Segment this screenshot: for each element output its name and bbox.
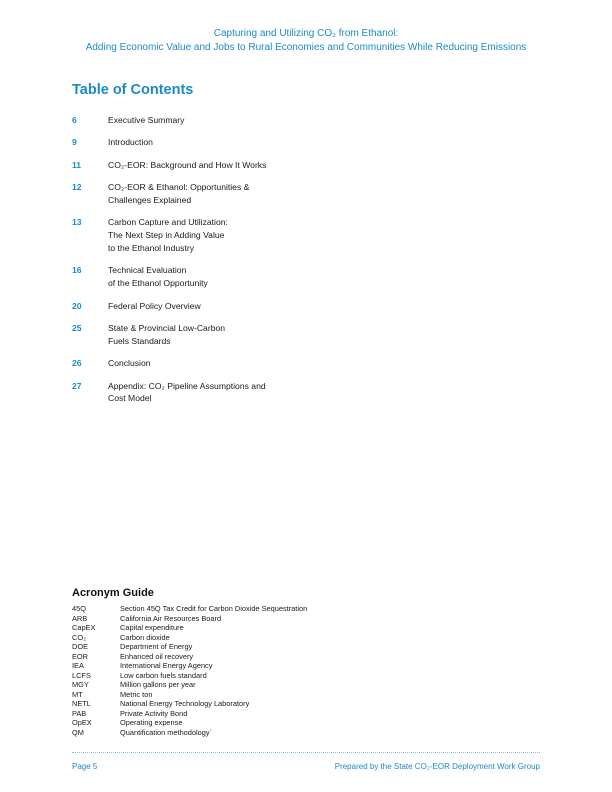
acronym-abbreviation: MT bbox=[72, 689, 83, 699]
toc-page-number: 25 bbox=[72, 322, 82, 333]
header-title-line-1: Capturing and Utilizing CO₂ from Ethanol: bbox=[213, 28, 399, 39]
acronym-definition: Operating expense bbox=[120, 718, 183, 727]
toc-entry-title bbox=[108, 181, 249, 207]
acronym-row bbox=[72, 633, 412, 643]
acronym-definition: Low carbon fuels standard bbox=[120, 670, 207, 680]
toc-entry[interactable] bbox=[72, 114, 372, 127]
toc-entry-title bbox=[108, 357, 151, 370]
toc-entry-line: Conclusion bbox=[108, 358, 151, 369]
acronym-abbreviation: ARB bbox=[72, 613, 88, 623]
toc-entry[interactable] bbox=[72, 181, 372, 207]
acronym-definition: Private Activity Bond bbox=[120, 708, 188, 718]
footer-credit: Prepared by the State CO₂-EOR Deployment Work Group bbox=[334, 762, 540, 771]
acronym-abbreviation: CapEX bbox=[72, 623, 96, 632]
toc-entry[interactable] bbox=[72, 322, 372, 348]
toc-entry-line: Cost Model bbox=[108, 393, 152, 404]
toc-entry-line: Carbon Capture and Utilization: bbox=[108, 217, 228, 228]
toc-entry[interactable] bbox=[72, 380, 372, 406]
toc-page-number: 6 bbox=[72, 115, 77, 125]
toc-entry-line: The Next Step in Adding Value bbox=[108, 230, 225, 241]
toc-entry-line: to the Ethanol Industry bbox=[108, 242, 194, 253]
acronym-row bbox=[72, 699, 412, 709]
acronym-row bbox=[72, 623, 412, 633]
acronym-row bbox=[72, 661, 412, 671]
toc-page-number: 11 bbox=[72, 159, 82, 170]
toc-entry-title bbox=[108, 114, 184, 127]
table-of-contents bbox=[72, 114, 372, 415]
acronym-abbreviation: QM bbox=[72, 727, 84, 737]
acronym-list bbox=[72, 604, 412, 737]
acronym-abbreviation: 45Q bbox=[72, 604, 86, 613]
toc-page-number: 27 bbox=[72, 380, 82, 391]
toc-entry-line: CO₂-EOR & Ethanol: Opportunities & bbox=[108, 182, 250, 193]
acronym-abbreviation: IEA bbox=[72, 661, 84, 670]
toc-entry-line: Challenges Explained bbox=[108, 194, 192, 205]
page-number: Page 5 bbox=[72, 762, 98, 771]
toc-entry-line: CO₂-EOR: Background and How It Works bbox=[108, 159, 267, 170]
acronym-definition: Million gallons per year bbox=[120, 680, 196, 689]
toc-entry[interactable] bbox=[72, 136, 372, 149]
acronym-abbreviation: MGY bbox=[72, 680, 89, 689]
toc-page-number: 16 bbox=[72, 265, 82, 276]
acronym-abbreviation: NETL bbox=[72, 699, 91, 708]
acronym-row bbox=[72, 642, 412, 652]
toc-entry-title bbox=[108, 380, 266, 406]
acronym-abbreviation: CO₂ bbox=[72, 632, 86, 642]
acronym-abbreviation: DOE bbox=[72, 642, 89, 651]
toc-entry-line: State & Provincial Low-Carbon bbox=[108, 322, 226, 333]
acronym-definition: Quantification methodology` bbox=[120, 727, 213, 737]
acronym-definition: Capital expenditure bbox=[120, 623, 184, 632]
toc-page-number: 12 bbox=[72, 182, 82, 193]
acronym-definition: National Energy Technology Laboratory bbox=[120, 699, 250, 708]
toc-page-number: 20 bbox=[72, 300, 82, 311]
acronym-row bbox=[72, 718, 412, 728]
acronym-definition: Section 45Q Tax Credit for Carbon Dioxide Sequestration bbox=[120, 604, 308, 613]
toc-entry-title bbox=[108, 300, 201, 313]
header-title-line-2: Adding Economic Value and Jobs to Rural Economies and Communities While Reducing Emissions bbox=[85, 42, 527, 53]
toc-entry[interactable] bbox=[72, 357, 372, 370]
acronym-abbreviation: EOR bbox=[72, 651, 89, 661]
toc-entry-line: Technical Evaluation bbox=[108, 265, 187, 276]
acronym-definition: Metric ton bbox=[120, 689, 153, 699]
acronym-row bbox=[72, 671, 412, 681]
acronym-definition: Department of Energy bbox=[120, 642, 193, 651]
toc-entry[interactable] bbox=[72, 216, 372, 254]
toc-page-number: 9 bbox=[72, 137, 77, 148]
acronym-row bbox=[72, 652, 412, 662]
acronym-row bbox=[72, 690, 412, 700]
toc-entry-line: Federal Policy Overview bbox=[108, 300, 201, 311]
acronym-definition: International Energy Agency bbox=[120, 661, 213, 670]
running-header bbox=[0, 27, 612, 55]
toc-entry-line: of the Ethanol Opportunity bbox=[108, 278, 208, 289]
acronym-row bbox=[72, 709, 412, 719]
toc-entry-title bbox=[108, 159, 266, 172]
toc-entry[interactable] bbox=[72, 159, 372, 172]
toc-entry-line: Appendix: CO₂ Pipeline Assumptions and bbox=[108, 380, 266, 391]
toc-entry[interactable] bbox=[72, 264, 372, 290]
toc-entry-title bbox=[108, 264, 208, 290]
acronym-abbreviation: PAB bbox=[72, 708, 87, 718]
acronym-abbreviation: LCFS bbox=[72, 670, 91, 680]
toc-entry-title bbox=[108, 322, 225, 348]
acronym-definition: Enhanced oil recovery bbox=[120, 651, 194, 661]
toc-entry-line: Fuels Standards bbox=[108, 335, 171, 346]
toc-entry-line: Introduction bbox=[108, 137, 153, 148]
acronym-definition: Carbon dioxide bbox=[120, 632, 170, 642]
toc-entry-title bbox=[108, 216, 228, 254]
acronym-row bbox=[72, 604, 412, 614]
acronym-row bbox=[72, 680, 412, 690]
toc-heading: Table of Contents bbox=[72, 82, 194, 98]
footer-divider bbox=[72, 752, 540, 753]
acronym-abbreviation: OpEX bbox=[72, 718, 92, 727]
acronym-guide-heading: Acronym Guide bbox=[72, 587, 154, 599]
toc-page-number: 26 bbox=[72, 358, 82, 369]
toc-page-number: 13 bbox=[72, 217, 82, 228]
toc-entry-title bbox=[108, 136, 153, 149]
toc-entry[interactable] bbox=[72, 300, 372, 313]
acronym-row bbox=[72, 614, 412, 624]
acronym-definition: California Air Resources Board bbox=[120, 613, 222, 623]
acronym-row bbox=[72, 728, 412, 738]
toc-entry-line: Executive Summary bbox=[108, 115, 185, 125]
